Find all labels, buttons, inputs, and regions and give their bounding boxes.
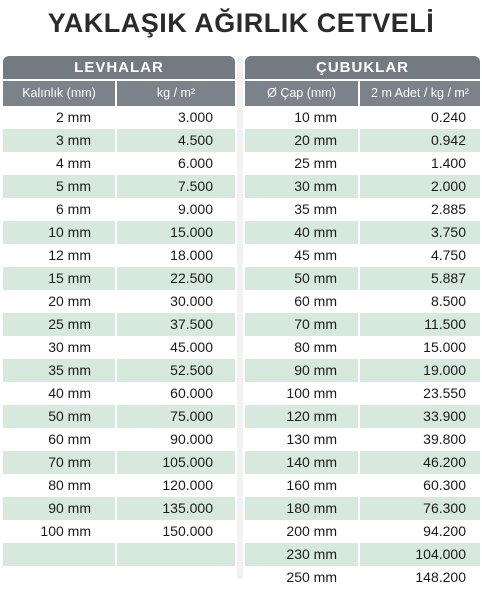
table-row [3, 221, 235, 244]
table-row [245, 129, 480, 152]
table-cell-weight: 23.550 [360, 382, 480, 405]
table-cell-size: 15 mm [3, 267, 115, 290]
table-row [3, 520, 235, 543]
table-row [245, 428, 480, 451]
table-cell-size: 30 mm [245, 175, 358, 198]
table-row [3, 267, 235, 290]
table-row [3, 474, 235, 497]
table-cell-size: 90 mm [245, 359, 358, 382]
table-row [245, 359, 480, 382]
table-row [3, 336, 235, 359]
table-cell-size: 5 mm [3, 175, 115, 198]
table-cell-weight: 30.000 [117, 290, 235, 313]
table-row [3, 290, 235, 313]
table-cell-weight: 15.000 [117, 221, 235, 244]
cubuklar-col-diameter-header: Ø Çap (mm) [245, 81, 358, 106]
table-row [3, 129, 235, 152]
table-row [245, 382, 480, 405]
table-cell-size: 80 mm [245, 336, 358, 359]
table-row [245, 244, 480, 267]
table-row [245, 520, 480, 543]
table-row [245, 543, 480, 566]
table-cell-weight: 4.750 [360, 244, 480, 267]
table-cell-size: 2 mm [3, 106, 115, 129]
table-row [3, 313, 235, 336]
table-row [3, 244, 235, 267]
table-row [245, 267, 480, 290]
table-cell-weight: 75.000 [117, 405, 235, 428]
cubuklar-table [245, 56, 480, 589]
table-cell-weight: 105.000 [117, 451, 235, 474]
table-cell-size: 230 mm [245, 543, 358, 566]
table-row [3, 382, 235, 405]
levhalar-column-headers [3, 81, 235, 106]
table-row [245, 175, 480, 198]
table-cell-weight: 7.500 [117, 175, 235, 198]
levhalar-rows [3, 106, 235, 589]
table-cell-weight: 1.400 [360, 152, 480, 175]
table-cell-size: 35 mm [245, 198, 358, 221]
table-cell-size: 30 mm [3, 336, 115, 359]
table-cell-size: 12 mm [3, 244, 115, 267]
table-cell-size: 50 mm [3, 405, 115, 428]
table-cell-size: 200 mm [245, 520, 358, 543]
table-cell-size: 3 mm [3, 129, 115, 152]
table-cell-weight: 39.800 [360, 428, 480, 451]
table-cell-size: 25 mm [3, 313, 115, 336]
table-cell-size [3, 566, 115, 589]
table-cell-weight: 52.500 [117, 359, 235, 382]
table-cell-weight: 104.000 [360, 543, 480, 566]
table-cell-weight: 60.000 [117, 382, 235, 405]
table-cell-size: 4 mm [3, 152, 115, 175]
table-cell-weight: 150.000 [117, 520, 235, 543]
table-cell-weight: 37.500 [117, 313, 235, 336]
column-divider [237, 56, 243, 579]
table-cell-size: 70 mm [3, 451, 115, 474]
cubuklar-col-weight-header: 2 m Adet / kg / m² [360, 81, 480, 106]
table-row [3, 152, 235, 175]
table-cell-weight [117, 543, 235, 566]
levhalar-col-weight-header: kg / m² [117, 81, 235, 106]
table-cell-size: 60 mm [245, 290, 358, 313]
table-cell-weight: 3.000 [117, 106, 235, 129]
table-cell-size: 80 mm [3, 474, 115, 497]
table-cell-size: 40 mm [245, 221, 358, 244]
table-cell-size: 50 mm [245, 267, 358, 290]
table-cell-size: 10 mm [245, 106, 358, 129]
table-cell-size: 45 mm [245, 244, 358, 267]
table-row [3, 543, 235, 566]
table-cell-weight: 9.000 [117, 198, 235, 221]
table-cell-weight: 4.500 [117, 129, 235, 152]
table-cell-size: 70 mm [245, 313, 358, 336]
table-row [245, 221, 480, 244]
table-cell-weight: 148.200 [360, 566, 480, 589]
table-cell-weight: 0.240 [360, 106, 480, 129]
table-row [245, 106, 480, 129]
table-cell-size: 25 mm [245, 152, 358, 175]
table-row [3, 175, 235, 198]
table-row [245, 198, 480, 221]
table-cell-size: 180 mm [245, 497, 358, 520]
table-cell-size: 40 mm [3, 382, 115, 405]
table-cell-weight: 2.885 [360, 198, 480, 221]
table-cell-size: 6 mm [3, 198, 115, 221]
page-title: YAKLAŞIK AĞIRLIK CETVELİ [47, 8, 435, 38]
table-cell-size: 250 mm [245, 566, 358, 589]
table-cell-size: 90 mm [3, 497, 115, 520]
levhalar-col-thickness-header: Kalınlık (mm) [3, 81, 115, 106]
table-row [245, 152, 480, 175]
table-cell-size: 20 mm [245, 129, 358, 152]
table-row [245, 451, 480, 474]
table-row [245, 497, 480, 520]
cubuklar-section-header: ÇUBUKLAR [245, 56, 480, 79]
table-cell-weight: 11.500 [360, 313, 480, 336]
table-row [3, 566, 235, 589]
table-row [3, 451, 235, 474]
table-cell-weight: 46.200 [360, 451, 480, 474]
table-row [3, 405, 235, 428]
table-row [245, 313, 480, 336]
table-cell-weight: 8.500 [360, 290, 480, 313]
table-row [3, 497, 235, 520]
table-cell-size [3, 543, 115, 566]
table-cell-size: 130 mm [245, 428, 358, 451]
table-row [245, 336, 480, 359]
table-cell-weight: 94.200 [360, 520, 480, 543]
table-cell-weight: 22.500 [117, 267, 235, 290]
table-cell-weight: 15.000 [360, 336, 480, 359]
table-cell-weight: 6.000 [117, 152, 235, 175]
table-cell-weight: 135.000 [117, 497, 235, 520]
table-cell-size: 100 mm [3, 520, 115, 543]
table-row [245, 566, 480, 589]
table-cell-weight: 18.000 [117, 244, 235, 267]
cubuklar-column-headers [245, 81, 480, 106]
levhalar-table [3, 56, 235, 589]
table-cell-size: 160 mm [245, 474, 358, 497]
table-cell-weight: 60.300 [360, 474, 480, 497]
table-cell-weight: 2.000 [360, 175, 480, 198]
table-cell-size: 60 mm [3, 428, 115, 451]
table-cell-size: 100 mm [245, 382, 358, 405]
table-row [3, 428, 235, 451]
table-row [3, 106, 235, 129]
table-cell-weight: 3.750 [360, 221, 480, 244]
table-cell-weight: 45.000 [117, 336, 235, 359]
table-cell-weight: 33.900 [360, 405, 480, 428]
table-cell-weight: 120.000 [117, 474, 235, 497]
table-row [245, 405, 480, 428]
table-cell-weight: 0.942 [360, 129, 480, 152]
table-cell-size: 120 mm [245, 405, 358, 428]
table-cell-size: 140 mm [245, 451, 358, 474]
table-cell-weight: 19.000 [360, 359, 480, 382]
levhalar-section-header: LEVHALAR [3, 56, 235, 79]
table-row [245, 290, 480, 313]
table-cell-weight: 90.000 [117, 428, 235, 451]
table-row [245, 474, 480, 497]
cubuklar-rows [245, 106, 480, 589]
table-cell-size: 20 mm [3, 290, 115, 313]
table-cell-weight: 5.887 [360, 267, 480, 290]
table-row [3, 198, 235, 221]
table-cell-size: 10 mm [3, 221, 115, 244]
table-cell-weight [117, 566, 235, 589]
table-cell-weight: 76.300 [360, 497, 480, 520]
table-cell-size: 35 mm [3, 359, 115, 382]
table-row [3, 359, 235, 382]
